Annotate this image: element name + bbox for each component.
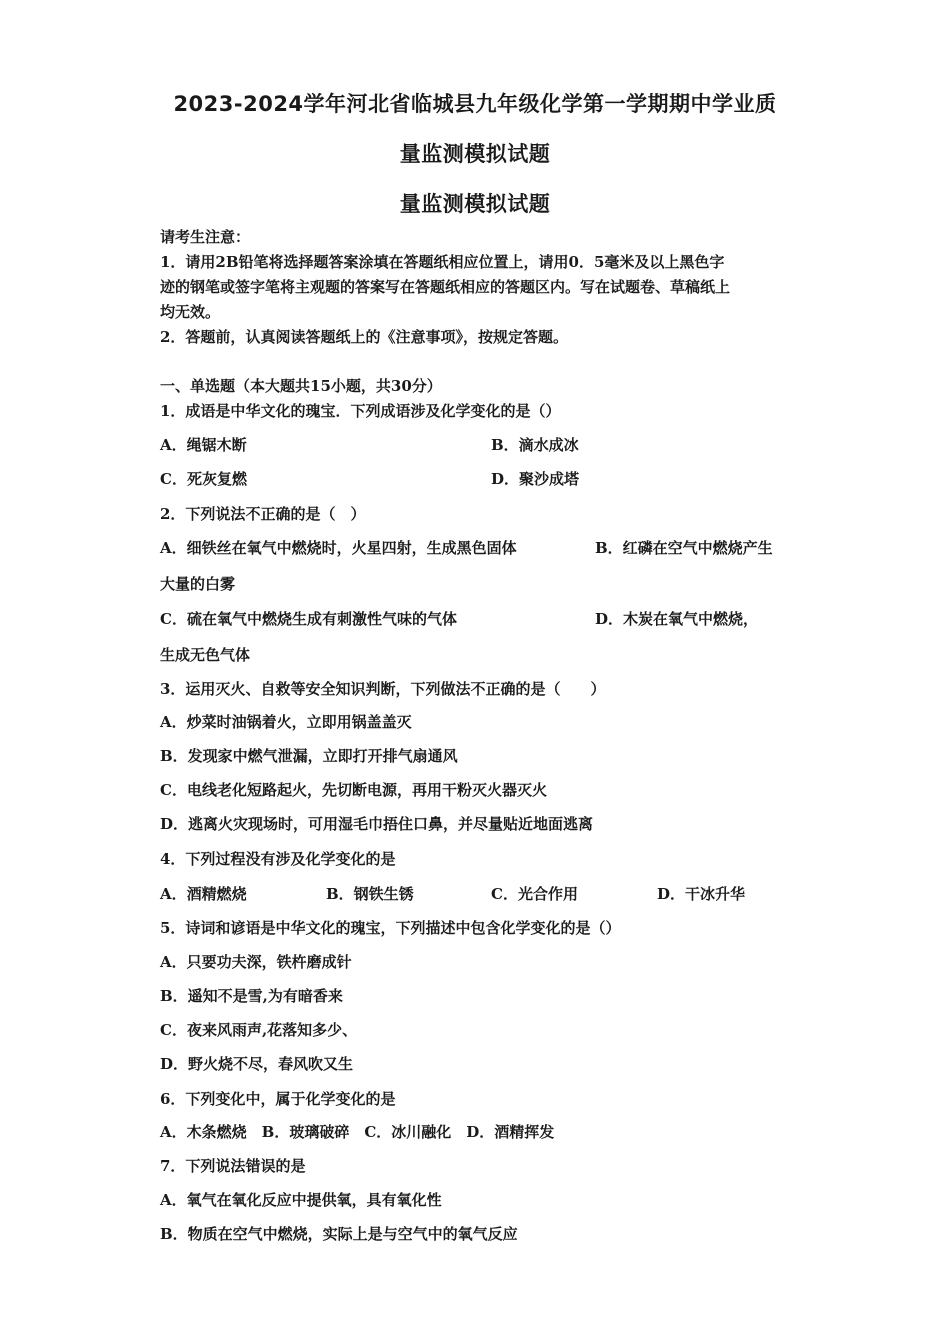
question-1-option-a: A．绳锯木断 — [160, 436, 247, 454]
question-4-stem: 4．下列过程没有涉及化学变化的是 — [160, 850, 396, 868]
question-4-option-b: B．钢铁生锈 — [326, 885, 414, 903]
notice-item-1-line-3: 均无效。 — [160, 303, 221, 321]
exam-title-line-2: 量监测模拟试题 — [399, 142, 551, 166]
question-3-option-b: B．发现家中燃气泄漏，立即打开排气扇通风 — [160, 747, 458, 765]
question-5-stem: 5．诗词和谚语是中华文化的瑰宝，下列描述中包含化学变化的是（） — [160, 919, 621, 937]
question-3-option-d: D．逃离火灾现场时，可用湿毛巾捂住口鼻，并尽量贴近地面逃离 — [160, 815, 594, 833]
notice-item-1-line-2: 迹的钢笔或签字笔将主观题的答案写在答题纸相应的答题区内。写在试题卷、草稿纸上 — [160, 278, 731, 296]
question-7-option-a: A．氧气在氧化反应中提供氧，具有氧化性 — [160, 1191, 442, 1209]
question-7-option-b: B．物质在空气中燃烧，实际上是与空气中的氧气反应 — [160, 1225, 518, 1243]
question-7-stem: 7．下列说法错误的是 — [160, 1157, 306, 1175]
question-2-option-d-line-1: D．木炭在氧气中燃烧， — [595, 610, 759, 628]
question-5-option-a: A．只要功夫深，铁杵磨成针 — [160, 953, 352, 971]
question-4-option-d: D．干冰升华 — [657, 885, 746, 903]
question-5-option-d: D．野火烧不尽，春风吹又生 — [160, 1055, 354, 1073]
exam-title-line-1: 2023-2024学年河北省临城县九年级化学第一学期期中学业质 — [173, 92, 777, 116]
question-6-options: A．木条燃烧 B．玻璃破碎 C．冰川融化 D．酒精挥发 — [160, 1123, 555, 1141]
question-2-stem: 2．下列说法不正确的是（ ） — [160, 505, 366, 523]
question-1-stem: 1．成语是中华文化的瑰宝．下列成语涉及化学变化的是（） — [160, 402, 561, 420]
question-2-option-c: C．硫在氧气中燃烧生成有刺激性气味的气体 — [160, 610, 457, 628]
question-5-option-b: B．遥知不是雪,为有暗香来 — [160, 987, 343, 1005]
question-4-option-c: C．光合作用 — [491, 885, 578, 903]
notice-item-2: 2．答题前，认真阅读答题纸上的《注意事项》，按规定答题。 — [160, 328, 568, 346]
question-4-option-a: A．酒精燃烧 — [160, 885, 247, 903]
question-3-stem: 3．运用灭火、自救等安全知识判断，下列做法不正确的是（ ） — [160, 680, 606, 698]
question-2-option-b-line-1: B．红磷在空气中燃烧产生 — [595, 539, 773, 557]
notice-heading: 请考生注意： — [160, 228, 251, 246]
question-3-option-c: C．电线老化短路起火，先切断电源，再用干粉灭火器灭火 — [160, 781, 547, 799]
question-1-option-d: D．聚沙成塔 — [491, 470, 580, 488]
question-2-option-d-line-2: 生成无色气体 — [160, 646, 251, 664]
notice-item-1-line-1: 1．请用2B铅笔将选择题答案涂填在答题纸相应位置上，请用0．5毫米及以上黑色字 — [160, 253, 725, 271]
question-3-option-a: A．炒菜时油锅着火，立即用锅盖盖灭 — [160, 713, 412, 731]
exam-title-line-3: 量监测模拟试题 — [399, 192, 551, 216]
question-1-option-c: C．死灰复燃 — [160, 470, 247, 488]
question-2-option-b-line-2: 大量的白雾 — [160, 575, 236, 593]
question-5-option-c: C．夜来风雨声,花落知多少、 — [160, 1021, 358, 1039]
section-heading: 一、单选题（本大题共15小题，共30分） — [160, 377, 442, 395]
question-2-option-a: A．细铁丝在氧气中燃烧时，火星四射，生成黑色固体 — [160, 539, 517, 557]
question-1-option-b: B．滴水成冰 — [491, 436, 579, 454]
question-6-stem: 6．下列变化中，属于化学变化的是 — [160, 1090, 396, 1108]
